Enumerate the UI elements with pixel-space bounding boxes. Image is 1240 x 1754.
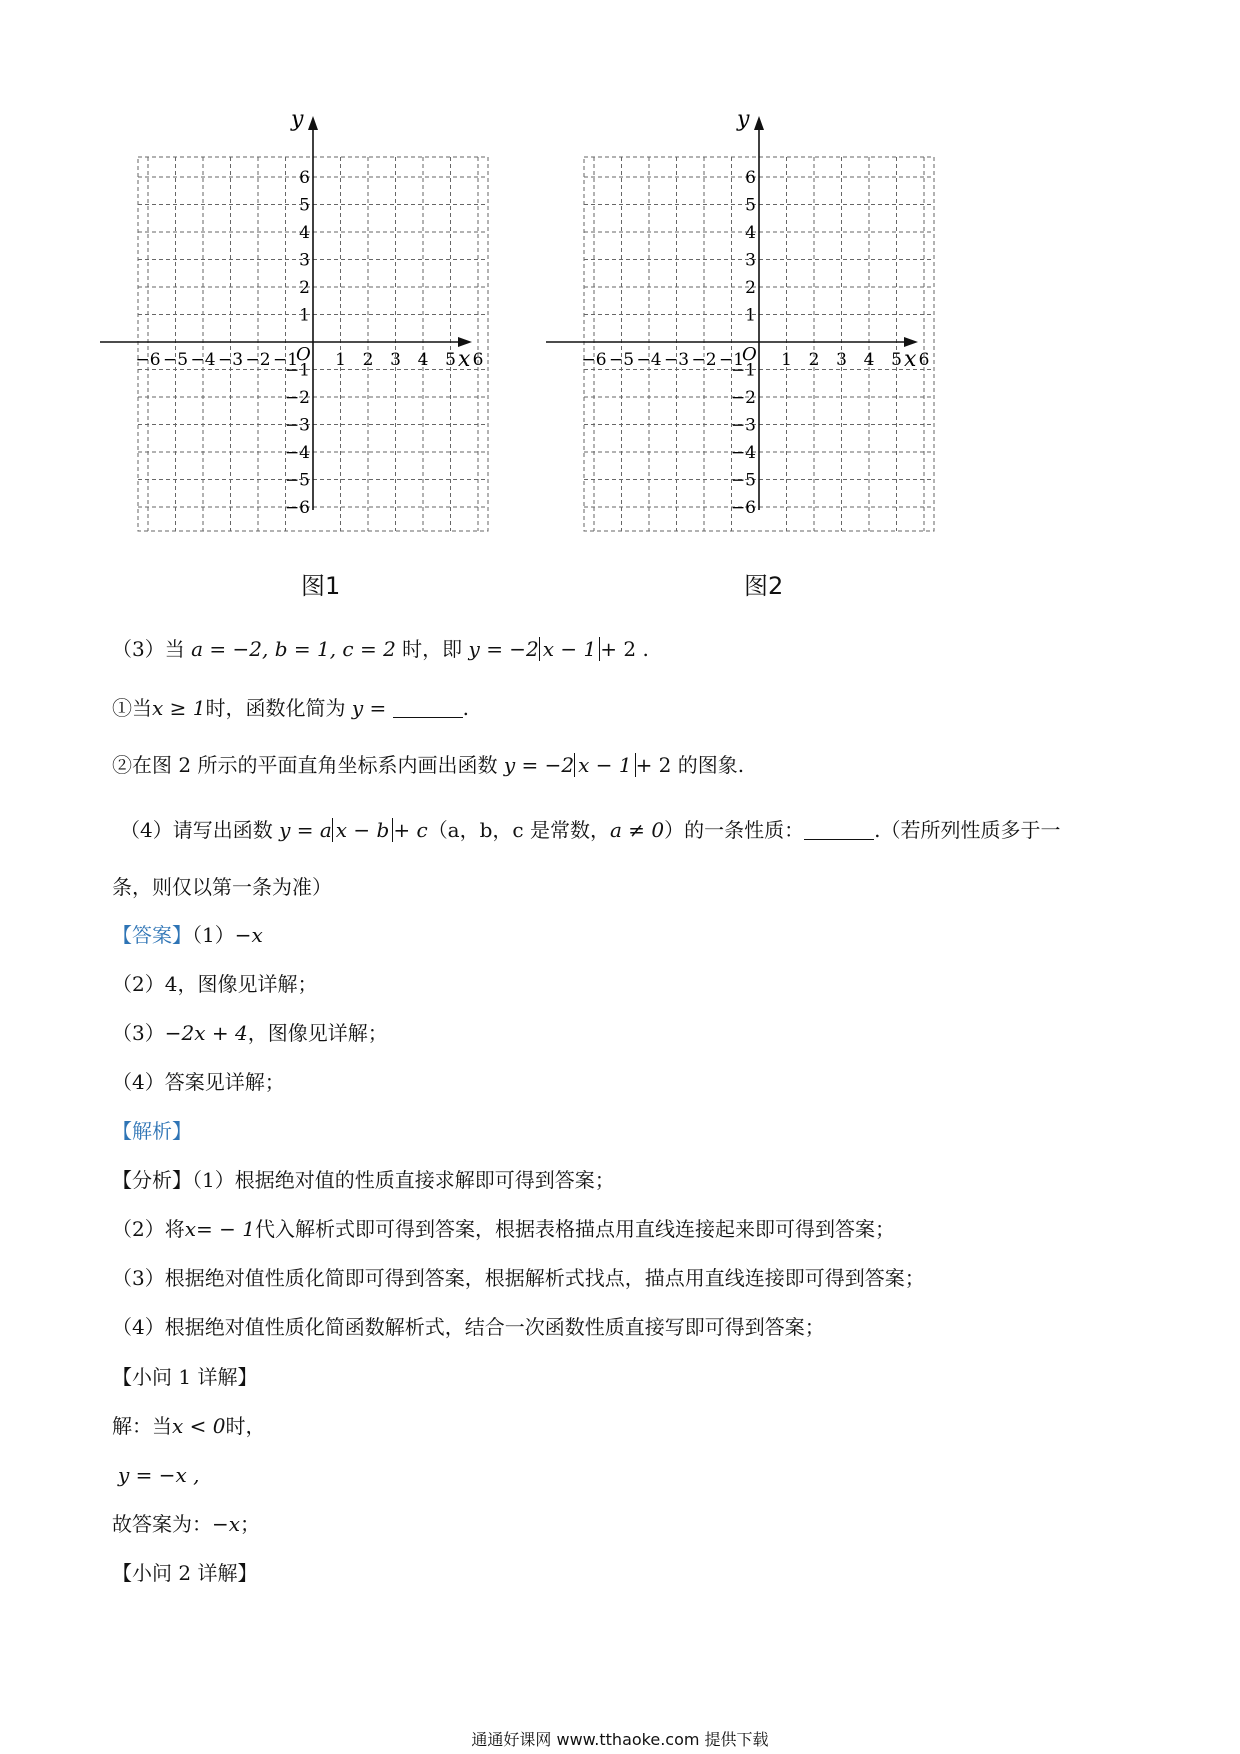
x-axis-label: x — [458, 347, 471, 372]
q3-mid: 时，即 — [402, 637, 463, 661]
q4-paren: （a，b，c 是常数， — [427, 818, 610, 842]
answer-line-1 — [112, 920, 263, 950]
footer-text: 通通好课网 www.tthaoke.com 提供下载 — [471, 1730, 769, 1749]
y-tick-label: 3 — [745, 250, 756, 271]
q4-function: y = a x − b + c — [279, 818, 428, 842]
detail-2-title: 【小问 2 详解】 — [112, 1561, 258, 1585]
x-tick-label: 5 — [445, 350, 456, 370]
q3-1-lhs: y = — [351, 696, 387, 720]
q3-2-end: 的图象. — [677, 753, 745, 777]
question-3-1-line — [112, 693, 469, 723]
detail-1-answer-math: −x — [212, 1512, 241, 1536]
q4-end: .（若所列性质多于一 — [874, 818, 1061, 842]
figure-2-caption: 图2 — [744, 572, 784, 600]
y-tick-label: 1 — [745, 305, 756, 326]
answer-3-math: −2x + 4 — [164, 1021, 248, 1045]
answer-2: （2）4，图像见详解； — [112, 972, 318, 996]
detail-1-line-3 — [112, 1509, 260, 1539]
x-tick-label: 1 — [781, 350, 792, 370]
q4-answer-blank[interactable] — [804, 817, 874, 840]
x-tick-label: −1 — [272, 350, 299, 370]
y-tick-label: −2 — [284, 388, 310, 408]
analysis-tag: 【解析】 — [112, 1119, 192, 1143]
x-tick-label: 2 — [808, 350, 820, 370]
y-tick-label: −3 — [730, 415, 756, 436]
x-axis-label: x — [904, 347, 917, 372]
question-4-line-2 — [112, 872, 332, 902]
answer-3-prefix: （3） — [112, 1021, 165, 1045]
detail-1-prefix: 解：当 — [112, 1414, 172, 1438]
figure-1-caption: 图1 — [301, 572, 341, 600]
x-tick-label: 3 — [390, 350, 401, 370]
y-tick-label: 4 — [745, 223, 756, 243]
y-tick-label: −4 — [730, 443, 756, 463]
detail-1-condition: x < 0 — [172, 1414, 226, 1438]
y-tick-label: −6 — [730, 498, 756, 518]
answer-1-prefix: （1） — [192, 923, 235, 947]
answer-3-post: ，图像见详解； — [247, 1021, 388, 1045]
q3-2-function: y = −2 x − 1 + 2 — [503, 753, 672, 777]
analysis-line-2 — [112, 1214, 895, 1244]
q3-2-prefix: ②在图 2 所示的平面直角坐标系内画出函数 — [112, 753, 498, 777]
x-tick-label: −4 — [636, 350, 662, 370]
y-tick-label: 3 — [299, 250, 310, 271]
x-axis-arrow — [458, 337, 472, 347]
y-tick-label: −3 — [284, 415, 310, 436]
y-tick-label: 6 — [745, 168, 756, 188]
x-tick-label: 6 — [472, 350, 484, 370]
analysis-line-3: （3）根据绝对值性质化简即可得到答案，根据解析式找点，描点用直线连接即可得到答案； — [112, 1266, 925, 1290]
x-tick-label: −3 — [663, 350, 690, 370]
y-tick-label: 2 — [299, 278, 310, 298]
x-tick-label: −1 — [718, 350, 745, 370]
y-axis-arrow — [754, 116, 764, 130]
x-tick-label: −5 — [162, 350, 189, 370]
question-4-line-1 — [120, 815, 1060, 845]
detail-1-answer-prefix: 故答案为： — [112, 1512, 212, 1536]
y-tick-label: 2 — [745, 278, 756, 298]
x-tick-label: 5 — [891, 350, 902, 370]
y-tick-label: −6 — [284, 498, 310, 518]
y-tick-label: −1 — [284, 360, 310, 381]
q3-condition: a = −2, b = 1, c = 2 — [191, 637, 396, 661]
detail-1-title: 【小问 1 详解】 — [112, 1365, 258, 1389]
y-tick-label: −4 — [284, 443, 310, 463]
coordinate-grid-figure-1 — [100, 107, 540, 550]
y-axis-label: y — [737, 107, 750, 132]
detail-1-answer-post: ； — [240, 1512, 261, 1536]
y-tick-label: −2 — [730, 388, 756, 408]
x-tick-label: 6 — [918, 350, 930, 370]
answer-4: （4）答案见详解； — [112, 1070, 285, 1094]
x-tick-label: −6 — [135, 350, 161, 370]
y-axis-label: y — [291, 107, 304, 132]
y-axis-arrow — [308, 116, 318, 130]
x-tick-label: 4 — [417, 350, 429, 370]
q4-condition: a ≠ 0 — [609, 818, 665, 842]
y-tick-label: 5 — [745, 195, 756, 216]
x-axis-arrow — [904, 337, 918, 347]
origin-label: O — [742, 344, 757, 365]
coordinate-plane-2 — [546, 107, 986, 550]
q3-prefix: （3）当 — [112, 637, 185, 661]
x-tick-label: 4 — [863, 350, 875, 370]
x-tick-label: −2 — [691, 350, 717, 370]
q3-1-mid: 时，函数化简为 — [205, 696, 346, 720]
answer-line-2 — [112, 969, 317, 999]
q3-1-condition: x ≥ 1 — [152, 696, 206, 720]
analysis-line-1: 【分析】（1）根据绝对值的性质直接求解即可得到答案； — [112, 1168, 615, 1192]
q4-prefix: （4）请写出函数 — [120, 818, 273, 842]
q3-1-answer-blank[interactable] — [393, 695, 463, 718]
q3-1-prefix: ①当 — [112, 696, 152, 720]
analysis-2-prefix: （2）将 — [112, 1217, 185, 1241]
x-tick-label: −4 — [190, 350, 216, 370]
analysis-2-math: x= − 1 — [184, 1217, 255, 1241]
question-3-2-line — [112, 750, 744, 780]
x-tick-label: −3 — [217, 350, 244, 370]
y-tick-label: 6 — [299, 168, 310, 188]
q3-function: y = −2 x − 1 + 2 . — [468, 637, 649, 661]
answer-line-3 — [112, 1018, 388, 1048]
y-tick-label: −5 — [730, 470, 756, 491]
x-tick-label: 3 — [836, 350, 847, 370]
x-tick-label: 2 — [362, 350, 374, 370]
answer-tag: 【答案】 — [112, 923, 192, 947]
coordinate-plane-1 — [100, 107, 540, 550]
analysis-line-4: （4）根据绝对值性质化简函数解析式，结合一次函数性质直接写即可得到答案； — [112, 1315, 825, 1339]
y-tick-label: 4 — [299, 223, 310, 243]
x-tick-label: −6 — [581, 350, 607, 370]
y-tick-label: 5 — [299, 195, 310, 216]
q4-paren-end: ）的一条性质： — [664, 818, 805, 842]
question-3-line — [112, 634, 649, 664]
coordinate-grid-figure-2 — [546, 107, 986, 550]
answer-1-math: −x — [234, 923, 263, 947]
y-tick-label: −1 — [730, 360, 756, 381]
x-tick-label: −2 — [245, 350, 271, 370]
y-tick-label: 1 — [299, 305, 310, 326]
x-tick-label: 1 — [335, 350, 346, 370]
detail-1-line-2: y = −x , — [118, 1463, 200, 1487]
origin-label: O — [296, 344, 311, 365]
y-tick-label: −5 — [284, 470, 310, 491]
answer-line-4 — [112, 1067, 285, 1097]
q3-1-end: . — [462, 696, 469, 720]
q4-line2: 条，则仅以第一条为准） — [112, 875, 332, 899]
detail-1-post: 时， — [225, 1414, 266, 1438]
x-tick-label: −5 — [608, 350, 635, 370]
analysis-2-post: 代入解析式即可得到答案，根据表格描点用直线连接起来即可得到答案； — [254, 1217, 895, 1241]
detail-1-line-1 — [112, 1411, 265, 1441]
